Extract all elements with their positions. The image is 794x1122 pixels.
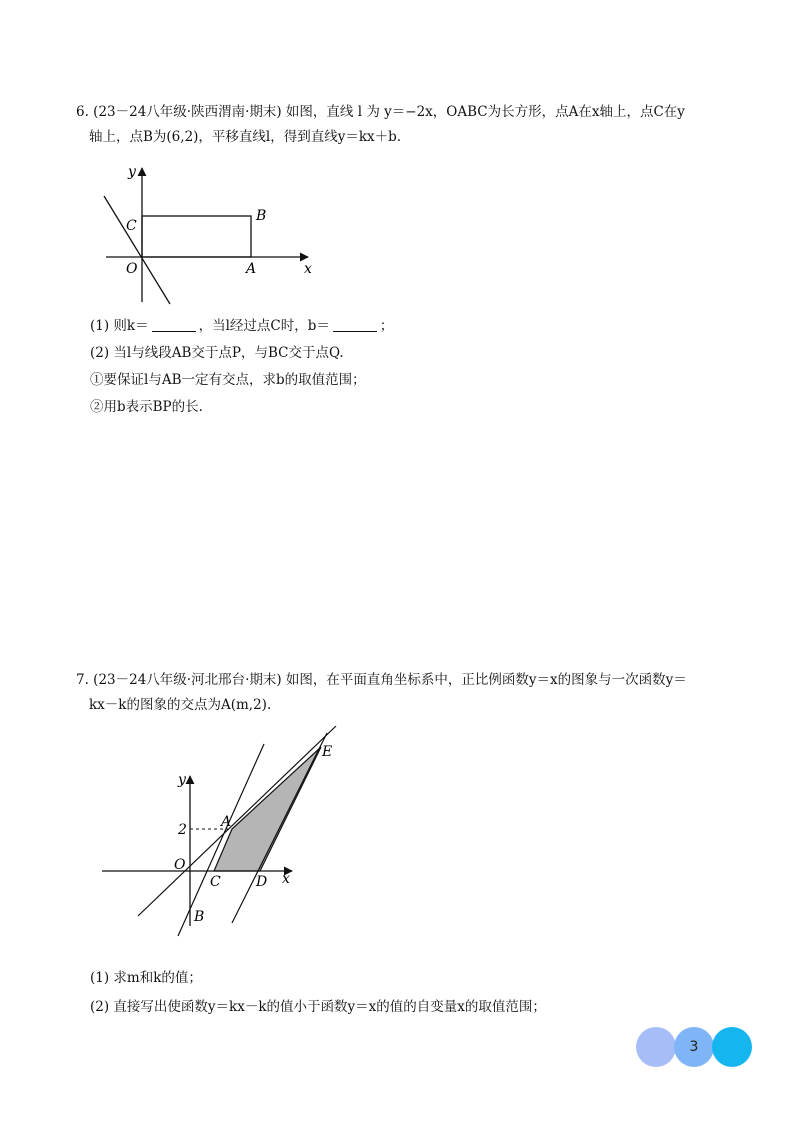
- question-7: [76, 668, 687, 718]
- q7-label-o: O: [174, 857, 186, 873]
- q6-figure: [98, 162, 318, 312]
- q6-text-line1: 6. (23－24八年级·陕西渭南·期末) 如图，直线 l 为 y＝−2x，OABC为长方形，点A在x轴上，点C在y: [76, 104, 685, 120]
- question-6: [76, 100, 685, 150]
- q7-label-a: A: [221, 814, 232, 830]
- q7-figure: [98, 720, 348, 960]
- q6-blank-b[interactable]: [333, 317, 377, 332]
- q6-part1-b: ，当l经过点C时，b＝: [198, 318, 330, 334]
- q7-part1: (1) 求m和k的值；: [90, 970, 202, 986]
- q6-part2: (2) 当l与线段AB交于点P，与BC交于点Q.: [90, 345, 344, 361]
- page-number-badge: [636, 1027, 752, 1067]
- q6-part2-1: ①要保证l与AB一定有交点，求b的取值范围；: [90, 372, 366, 388]
- q7-label-b: B: [194, 909, 205, 925]
- q6-text-line2: 轴上，点B为(6,2)，平移直线l，得到直线y＝kx＋b.: [89, 129, 402, 145]
- q7-part2: (2) 直接写出使函数y＝kx－k的值小于函数y＝x的值的自变量x的取值范围；: [90, 999, 546, 1015]
- page-number: 3: [689, 1039, 699, 1055]
- q6-label-b: B: [256, 208, 267, 224]
- badge-circle-right: [712, 1027, 752, 1067]
- q6-label-x: x: [304, 261, 312, 277]
- badge-circle-left: [636, 1027, 676, 1067]
- q7-line-y-equals-x: [138, 726, 336, 916]
- q7-label-c: C: [210, 874, 221, 890]
- q6-label-o: O: [126, 261, 138, 277]
- q7-label-d: D: [256, 874, 268, 890]
- q7-text-line1: 7. (23－24八年级·河北邢台·期末) 如图，在平面直角坐标系中，正比例函数y＝x的图象与一次函数y＝: [76, 672, 687, 688]
- q7-label-2: 2: [178, 822, 187, 838]
- q6-label-a: A: [246, 261, 257, 277]
- q7-text-line2: kx－k的图象的交点为A(m,2).: [89, 697, 272, 713]
- q6-label-y: y: [128, 164, 136, 180]
- q6-label-c: C: [126, 218, 137, 234]
- q7-label-x: x: [282, 871, 290, 887]
- q6-part1-c: ；: [379, 318, 394, 334]
- badge-circle-middle: [674, 1027, 714, 1067]
- q7-label-e: E: [322, 744, 333, 760]
- q6-blank-k[interactable]: [152, 317, 196, 332]
- q6-rectangle-oabc: [142, 216, 251, 257]
- q7-label-y: y: [178, 772, 186, 788]
- q6-part2-2: ②用b表示BP的长.: [90, 399, 203, 415]
- q6-line-l: [104, 196, 170, 304]
- q6-part1: [90, 314, 393, 339]
- q6-part1-a: (1) 则k＝: [90, 318, 149, 334]
